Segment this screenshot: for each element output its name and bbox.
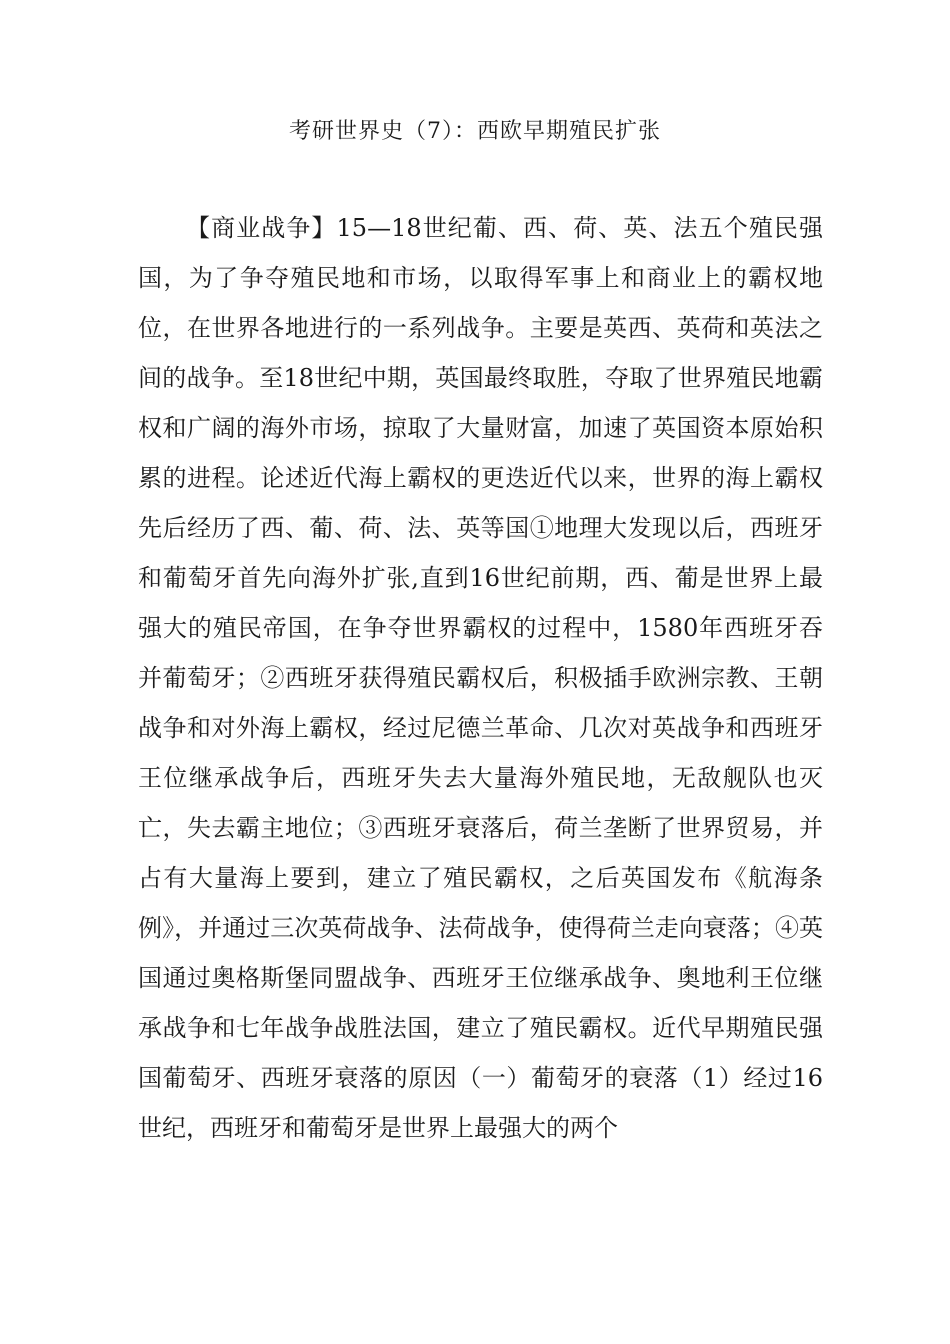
body-paragraph: 【商业战争】15—18世纪葡、西、荷、英、法五个殖民强国，为了争夺殖民地和市场，以取得军事上和商业上的霸权地位，在世界各地进行的一系列战争。主要是英西、英荷和英法之间的战争。至18世纪中期，英国最终取胜，夺取了世界殖民地霸权和广阔的海外市场，掠取了大量财富，加速了英国资本原始积累的进程。论述近代海上霸权的更迭近代以来，世界的海上霸权先后经历了西、葡、荷、法、英等国①地理大发现以后，西班牙和葡萄牙首先向海外扩张,直到16世纪前期，西、葡是世界上最强大的殖民帝国，在争夺世界霸权的过程中，1580年西班牙吞并葡萄牙；②西班牙获得殖民霸权后，积极插手欧洲宗教、王朝战争和对外海上霸权，经过尼德兰革命、几次对英战争和西班牙王位继承战争后，西班牙失去大量海外殖民地，无敌舰队也灭亡，失去霸主地位；③西班牙衰落后，荷兰垄断了世界贸易，并占有大量海上要到，建立了殖民霸权，之后英国发布《航海条例》，并通过三次英荷战争、法荷战争，使得荷兰走向衰落；④英国通过奥格斯堡同盟战争、西班牙王位继承战争、奥地利王位继承战争和七年战争战胜法国，建立了殖民霸权。近代早期殖民强国葡萄牙、西班牙衰落的原因（一）葡萄牙的衰落（1）经过16世纪，西班牙和葡萄牙是世界上最强大的两个 xyxy=(138,214,823,1142)
document-title: 考研世界史（7）：西欧早期殖民扩张 xyxy=(289,119,661,144)
